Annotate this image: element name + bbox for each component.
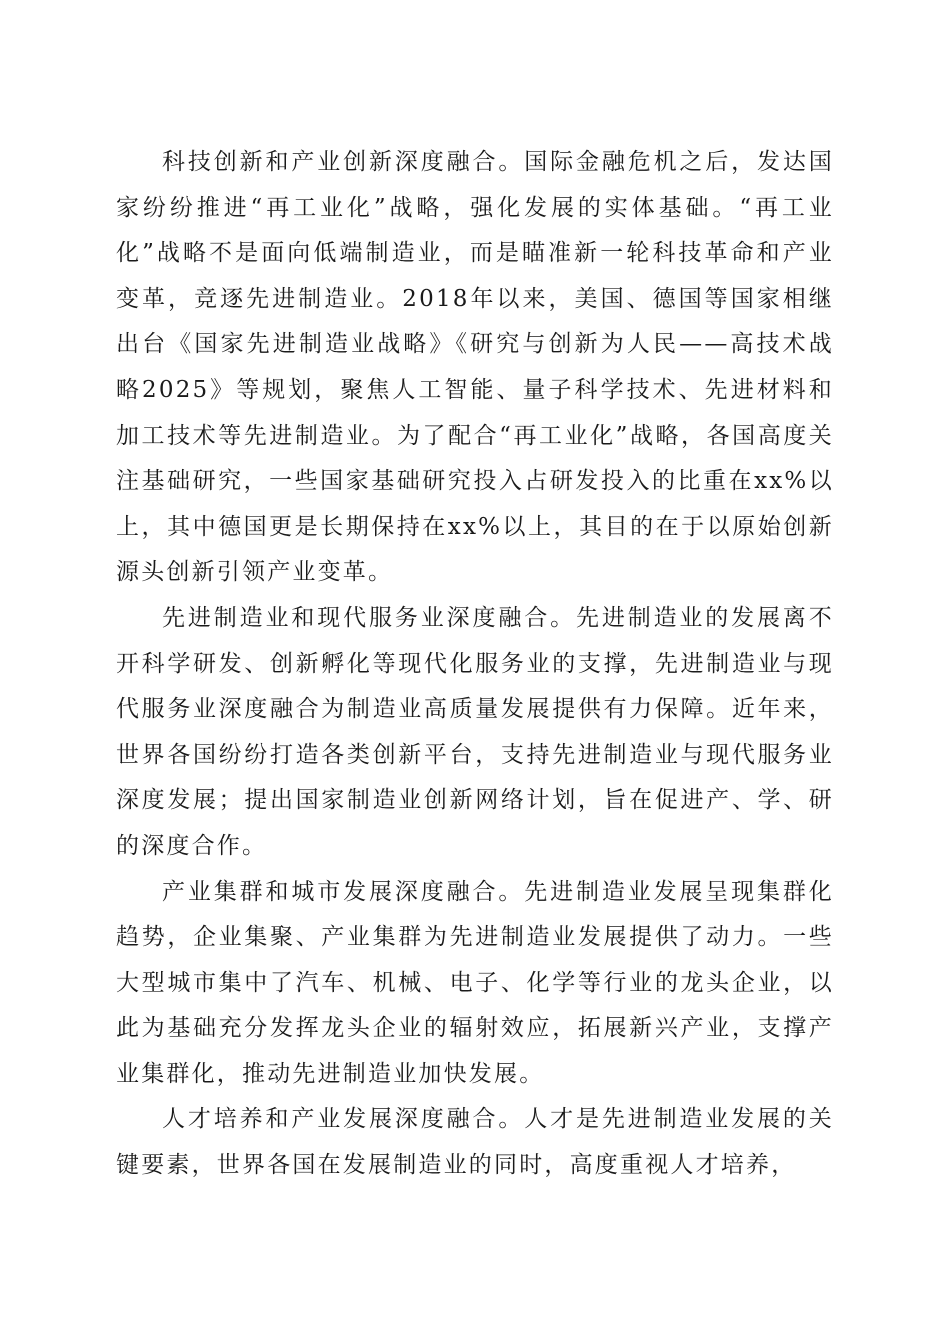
paragraph-manufacturing-services: 先进制造业和现代服务业深度融合。先进制造业的发展离不开科学研发、创新孵化等现代化服务业的支撑，先进制造业与现代服务业深度融合为制造业高质量发展提供有力保障。近年来，世界各国纷纷打造各类创新平台，支持先进制造业与现代服务业深度发展；提出国家制造业创新网络计划，旨在促进产、学、研的深度合作。 bbox=[116, 604, 834, 859]
paragraph-industrial-clusters: 产业集群和城市发展深度融合。先进制造业发展呈现集群化趋势，企业集聚、产业集群为先进制造业发展提供了动力。一些大型城市集中了汽车、机械、电子、化学等行业的龙头企业，以此为基础充分发挥龙头企业的辐射效应，拓展新兴产业，支撑产业集群化，推动先进制造业加快发展。 bbox=[116, 878, 834, 1087]
paragraph-tech-innovation: 科技创新和产业创新深度融合。国际金融危机之后，发达国家纷纷推进“再工业化”战略，强化发展的实体基础。“再工业化”战略不是面向低端制造业，而是瞄准新一轮科技革命和产业变革，竞逐先进制造业。2018年以来，美国、德国等国家相继出台《国家先进制造业战略》《研究与创新为人民——高技术战略2025》等规划，聚焦人工智能、量子科学技术、先进材料和加工技术等先进制造业。为了配合“再工业化”战略，各国高度关注基础研究，一些国家基础研究投入占研发投入的比重在xx%以上，其中德国更是长期保持在xx%以上，其目的在于以原始创新源头创新引领产业变革。 bbox=[116, 149, 834, 586]
paragraph-talent-cultivation: 人才培养和产业发展深度融合。人才是先进制造业发展的关键要素，世界各国在发展制造业的同时，高度重视人才培养， bbox=[116, 1106, 834, 1179]
document-body bbox=[116, 140, 834, 1189]
